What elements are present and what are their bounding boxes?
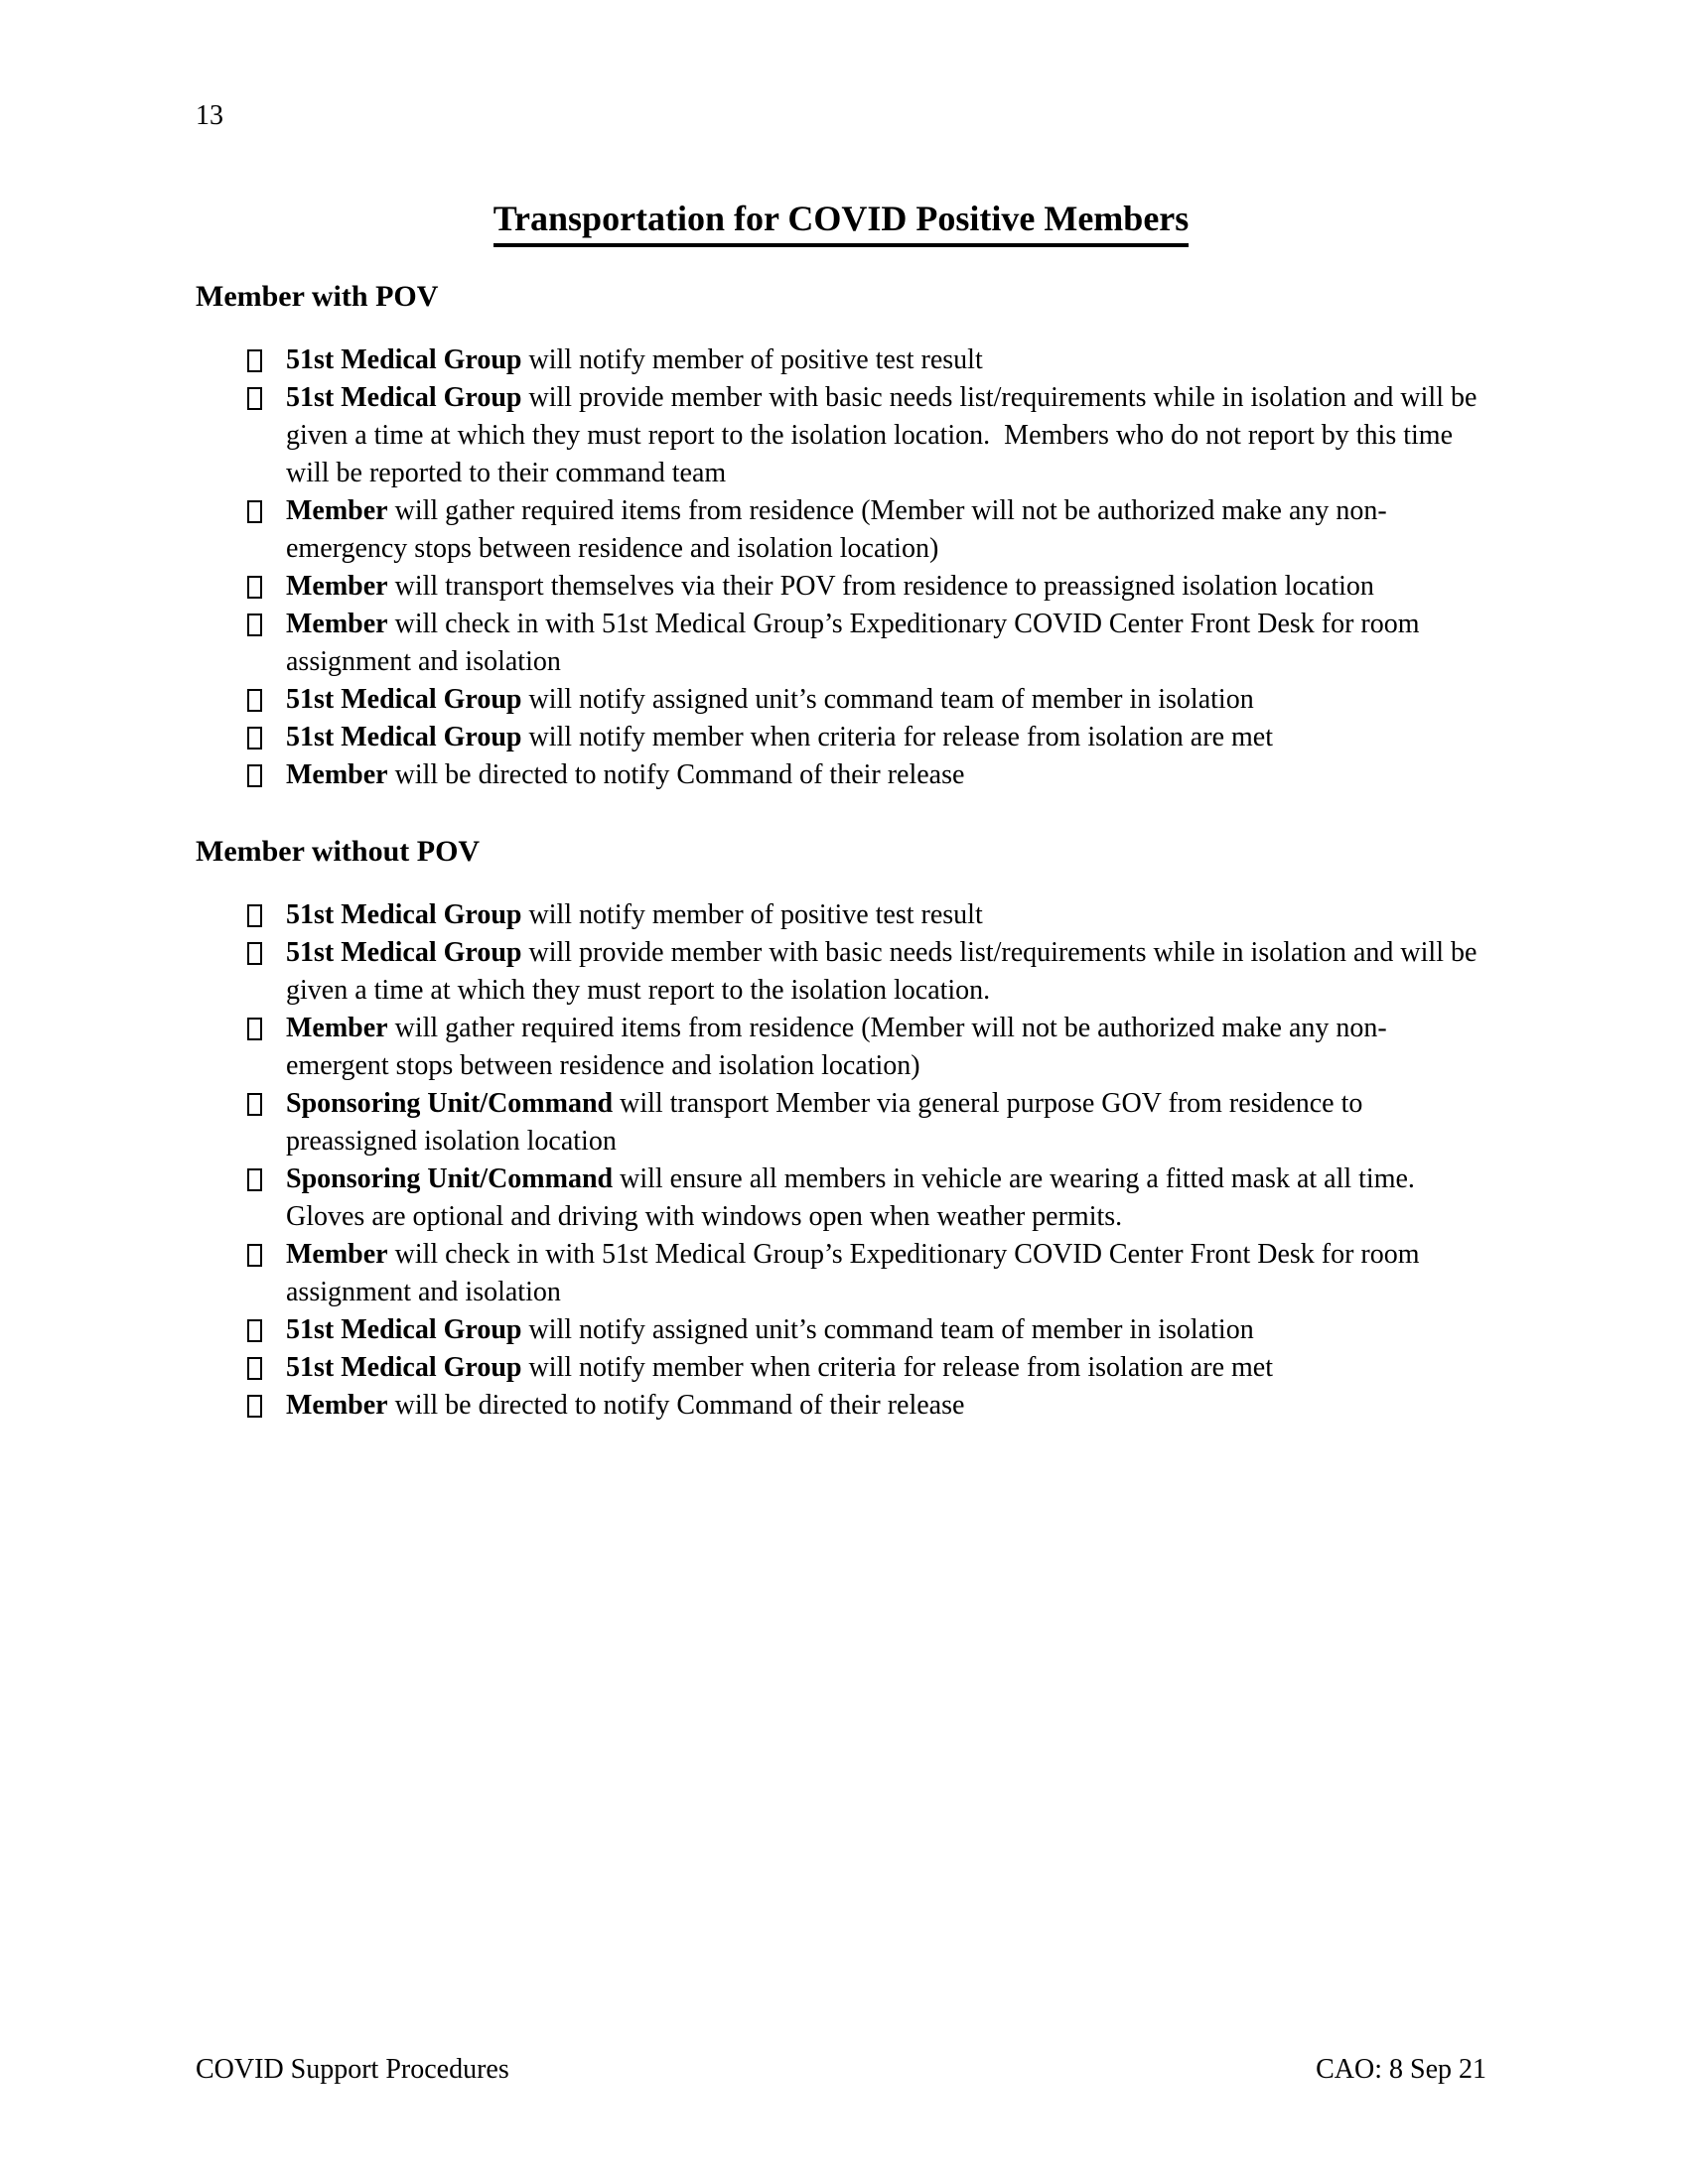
list-item [196,1349,1486,1387]
section [196,833,1486,1425]
checkbox-bullet-icon [247,614,262,636]
list-item-actor: 51st Medical Group [286,684,522,715]
list-item-description: will notify member when criteria for release from isolation are met [521,1352,1273,1383]
list-item [196,719,1486,756]
list-item-text [286,1010,1486,1085]
list-item [196,568,1486,606]
list-item-description: will notify assigned unit’s command team of member in isolation [521,1314,1254,1345]
list-item-text [286,681,1254,719]
checkbox-bullet-icon [247,1357,262,1380]
checkbox-bullet-icon [247,764,262,787]
list-item-actor: 51st Medical Group [286,344,522,375]
document-title-text: Transportation for COVID Positive Members [493,197,1190,247]
list-item-description: will be directed to notify Command of their release [387,1390,965,1421]
list-item-actor: Member [286,609,388,639]
list-item-description: will ensure all members in vehicle are wearing a fitted mask at all time. Gloves are optional and driving with windows open when weather permits. [286,1163,1422,1232]
list-item-description: will gather required items from residence (Member will not be authorized make any non-emergency stops between residence and isolation location) [286,495,1387,564]
list-item-text [286,1387,964,1425]
section-heading: Member with POV [196,280,439,313]
list-item-actor: 51st Medical Group [286,382,522,413]
list-item-description: will notify assigned unit’s command team of member in isolation [521,684,1254,715]
list-item-description: will notify member when criteria for release from isolation are met [521,722,1273,752]
list-item [196,606,1486,681]
page-number: 13 [196,100,223,131]
checkbox-bullet-icon [247,500,262,523]
footer-right-text: CAO: 8 Sep 21 [1316,2054,1486,2085]
list-item [196,934,1486,1010]
list-item-text [286,606,1486,681]
checkbox-bullet-icon [247,727,262,750]
list-item-actor: 51st Medical Group [286,1314,522,1345]
list-item-text [286,379,1486,492]
list-item-description: will transport themselves via their POV from residence to preassigned isolation location [387,571,1374,602]
list-item [196,379,1486,492]
checkbox-bullet-icon [247,1244,262,1267]
checkbox-bullet-icon [247,1319,262,1342]
list-item-description: will provide member with basic needs list/requirements while in isolation and will be given a time at which they must report to the isolation location. Members who do not report by this time will be reported to their command team [286,382,1477,488]
document-title [196,197,1486,247]
checkbox-bullet-icon [247,387,262,410]
section [196,278,1486,794]
list-item-actor: Member [286,495,388,526]
checkbox-bullet-icon [247,942,262,965]
list-item-text [286,1311,1254,1349]
list-item-actor: 51st Medical Group [286,722,522,752]
list-item-text [286,934,1486,1010]
page-footer [196,2051,1486,2089]
checkbox-bullet-icon [247,1093,262,1116]
list-item [196,1236,1486,1311]
section-heading: Member without POV [196,835,481,868]
checkbox-bullet-icon [247,904,262,927]
list-item-actor: Member [286,1239,388,1270]
sections [196,278,1486,1425]
list-item [196,756,1486,794]
list-item [196,1387,1486,1425]
list-item [196,1311,1486,1349]
list-item-actor: Member [286,1013,388,1043]
list-item-text [286,896,983,934]
checkbox-bullet-icon [247,576,262,599]
list-item-text [286,1236,1486,1311]
checkbox-bullet-icon [247,349,262,372]
list-item-actor: 51st Medical Group [286,1352,522,1383]
list-item [196,1085,1486,1160]
list-item [196,681,1486,719]
checklist [196,341,1486,794]
list-item-actor: 51st Medical Group [286,937,522,968]
checkbox-bullet-icon [247,1168,262,1191]
list-item-actor: Sponsoring Unit/Command [286,1088,614,1119]
list-item [196,492,1486,568]
list-item-description: will gather required items from residence (Member will not be authorized make any non-emergent stops between residence and isolation location) [286,1013,1387,1081]
list-item-text [286,568,1374,606]
checklist [196,896,1486,1425]
list-item-description: will check in with 51st Medical Group’s Expeditionary COVID Center Front Desk for room assignment and isolation [286,1239,1420,1307]
list-item-description: will be directed to notify Command of their release [387,759,965,790]
checkbox-bullet-icon [247,1018,262,1040]
list-item-text [286,719,1273,756]
list-item-actor: Sponsoring Unit/Command [286,1163,614,1194]
list-item-description: will provide member with basic needs list/requirements while in isolation and will be given a time at which they must report to the isolation location. [286,937,1477,1006]
list-item [196,896,1486,934]
list-item-text [286,1349,1273,1387]
list-item-actor: Member [286,1390,388,1421]
list-item-description: will check in with 51st Medical Group’s Expeditionary COVID Center Front Desk for room assignment and isolation [286,609,1420,677]
list-item [196,1010,1486,1085]
list-item-description: will notify member of positive test result [521,899,983,930]
checkbox-bullet-icon [247,1395,262,1418]
list-item-actor: Member [286,571,388,602]
list-item-text [286,492,1486,568]
list-item-text [286,1085,1486,1160]
list-item-actor: Member [286,759,388,790]
list-item-text [286,1160,1486,1236]
list-item-description: will notify member of positive test result [521,344,983,375]
footer-left-text: COVID Support Procedures [196,2054,509,2085]
checkbox-bullet-icon [247,689,262,712]
list-item-actor: 51st Medical Group [286,899,522,930]
list-item-text [286,756,964,794]
list-item-description: will transport Member via general purpose GOV from residence to preassigned isolation location [286,1088,1363,1157]
list-item [196,1160,1486,1236]
list-item [196,341,1486,379]
list-item-text [286,341,983,379]
